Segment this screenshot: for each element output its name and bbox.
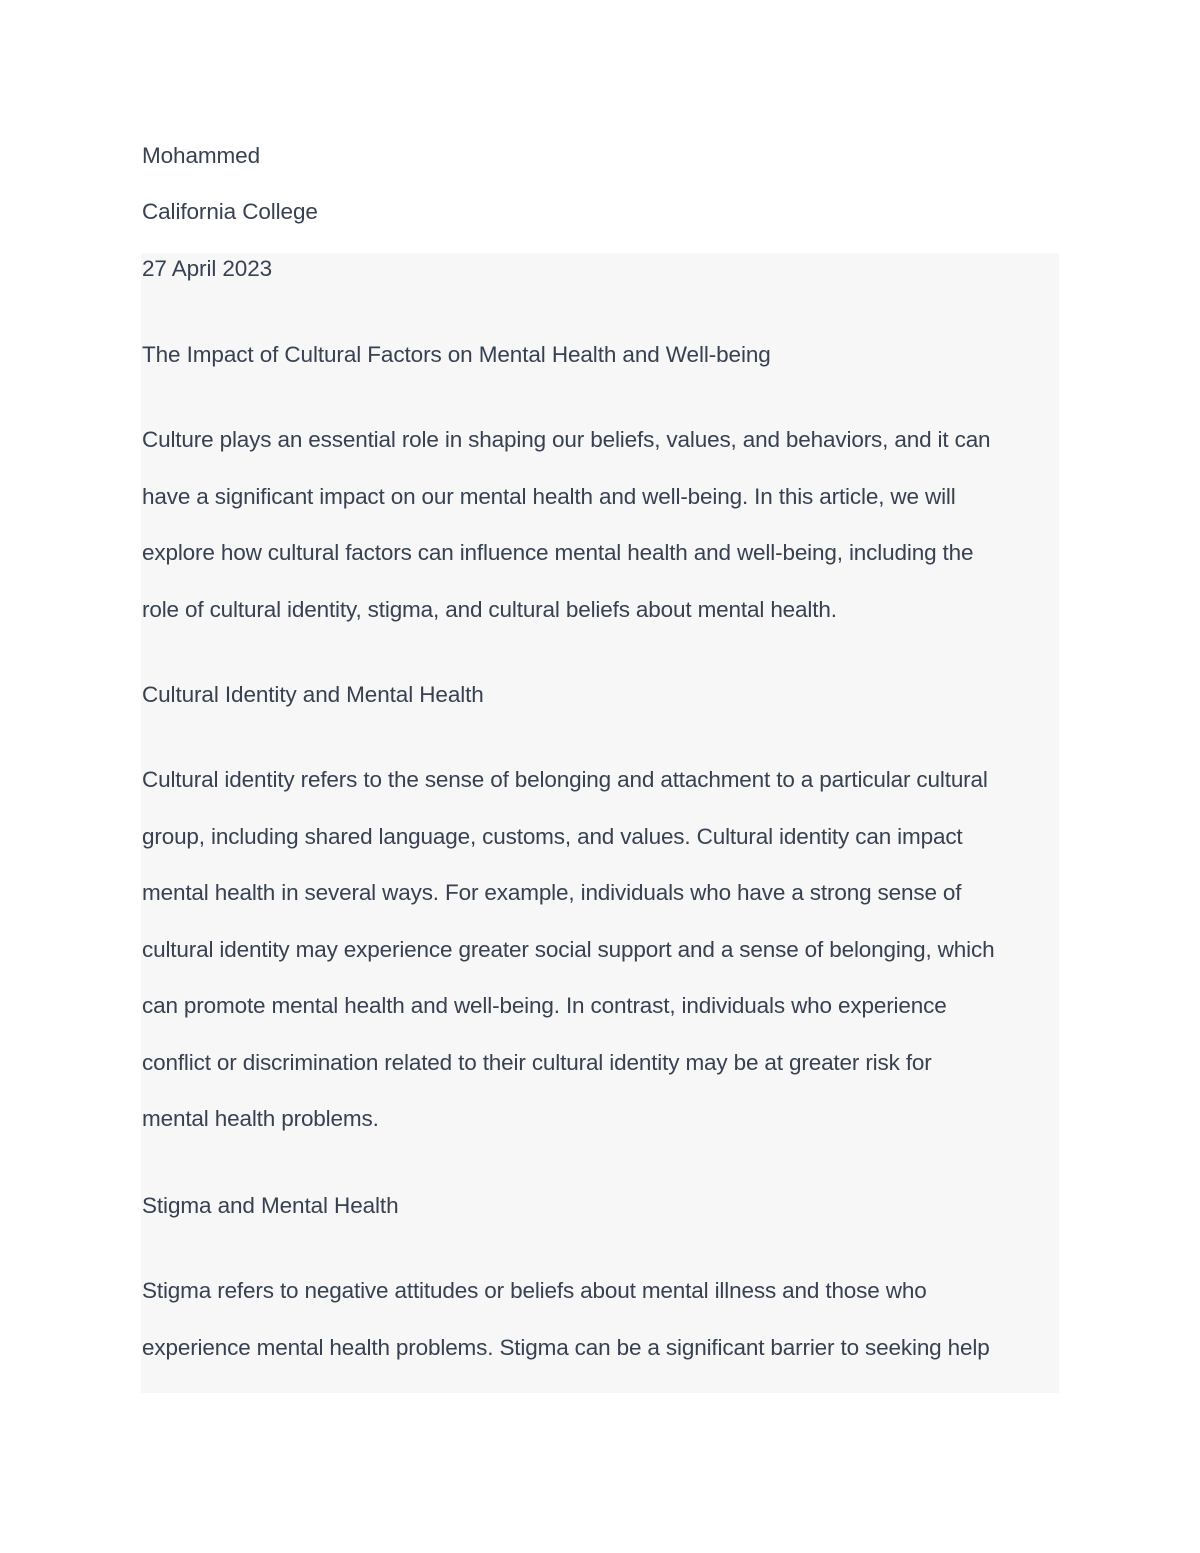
- paragraph-line: can promote mental health and well-being. In contrast, individuals who experience: [142, 993, 947, 1018]
- paragraph-line: conflict or discrimination related to their cultural identity may be at greater risk for: [142, 1049, 932, 1075]
- paragraph-line: explore how cultural factors can influence mental health and well-being, including the: [142, 540, 974, 565]
- paragraph-line: have a significant impact on our mental health and well-being. In this article, we will: [142, 483, 956, 509]
- paragraph-line: role of cultural identity, stigma, and cultural beliefs about mental health.: [142, 596, 837, 622]
- institution-name: California College: [142, 199, 318, 224]
- paragraph-line: mental health in several ways. For example, individuals who have a strong sense of: [142, 880, 962, 905]
- author-name: Mohammed: [142, 143, 260, 168]
- paragraph-line: Stigma refers to negative attitudes or beliefs about mental illness and those who: [142, 1278, 927, 1303]
- paragraph-line: experience mental health problems. Stigma can be a significant barrier to seeking help: [142, 1334, 990, 1360]
- section-heading-cultural-identity: Cultural Identity and Mental Health: [142, 682, 484, 707]
- document-date: 27 April 2023: [142, 256, 273, 281]
- paragraph-line: group, including shared language, customs, and values. Cultural identity can impact: [142, 823, 963, 849]
- cultural-identity-paragraph: [142, 752, 1054, 1148]
- paragraph-line: Culture plays an essential role in shaping our beliefs, values, and behaviors, and it can: [142, 427, 991, 452]
- section-heading-stigma: Stigma and Mental Health: [142, 1193, 399, 1218]
- paragraph-line: mental health problems.: [142, 1106, 379, 1131]
- stigma-paragraph: [142, 1263, 1054, 1376]
- document-title: The Impact of Cultural Factors on Mental Health and Well-being: [142, 342, 771, 367]
- intro-paragraph: [142, 412, 1054, 638]
- paragraph-line: cultural identity may experience greater social support and a sense of belonging, which: [142, 936, 995, 962]
- paragraph-line: Cultural identity refers to the sense of belonging and attachment to a particular cultural: [142, 767, 988, 792]
